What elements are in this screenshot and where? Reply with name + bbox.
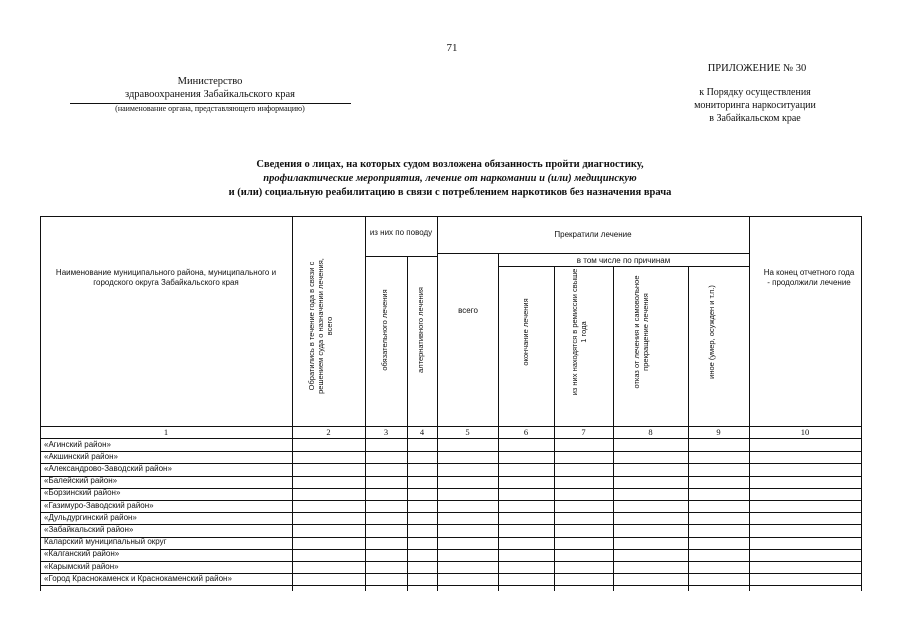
document-title (150, 158, 750, 200)
col-number: 6 (523, 427, 529, 437)
header-mandatory-column: обязательного лечения (380, 289, 389, 371)
table-row-label: «Балейский район» (44, 476, 118, 486)
col-number: 10 (800, 427, 810, 437)
header-total-column: всего (458, 306, 478, 315)
table-row-line (40, 585, 862, 586)
group-them-underline (365, 256, 437, 257)
table-row-line (40, 524, 862, 525)
table-row-line (40, 476, 862, 477)
col-number: 9 (716, 427, 721, 437)
header-refusal-column: отказ от лечения и самовольное прекращение лечения (632, 275, 650, 389)
table-row-line (40, 488, 862, 489)
header-remission-column: из них находятся в ремиссии свыше 1 года (570, 268, 588, 396)
vline-10 (861, 216, 862, 591)
table-row-label: «Забайкальский район» (44, 524, 134, 534)
org-caption: (наименование органа, представляющего информацию) (115, 104, 305, 113)
table-row-label: «Александрово-Заводский район» (44, 463, 172, 473)
col-number: 4 (419, 427, 425, 437)
table-row-label: «Калганский район» (44, 549, 120, 559)
title-line2: профилактические мероприятия, лечение от наркомании и (или) медицинскую (263, 173, 637, 184)
vline-1 (292, 216, 293, 591)
table-row-label: «Агинский район» (44, 439, 111, 449)
vline-4 (437, 216, 438, 591)
org-name-line2: здравоохранения Забайкальского края (125, 89, 295, 100)
appendix-title: ПРИЛОЖЕНИЕ № 30 (707, 63, 807, 74)
appendix-subtitle (655, 86, 855, 125)
header-continued-column: На конец отчетного года - продолжили лечение (763, 268, 855, 287)
page-number: 71 (446, 42, 458, 54)
vline-5 (498, 253, 499, 591)
number-row-line (40, 438, 862, 439)
header-name-column: Наименование муниципального района, муниципального и городского округа Забайкальского края (55, 268, 277, 287)
header-alternative-column: алтернативного лечения (416, 287, 425, 373)
title-line3: и (или) социальную реабилитацию в связи с потреблением наркотиков без назначения врача (228, 187, 672, 198)
org-name-line1: Министерство (177, 76, 243, 87)
table-row-label: «Газимуро-Заводский район» (44, 500, 154, 510)
col-number: 8 (648, 427, 653, 437)
table-row-label: «Карымский район» (44, 561, 119, 571)
header-other-column: иное (умер, осужден и т.п.) (707, 285, 716, 379)
header-of-them-group: из них по поводу (369, 228, 433, 237)
vline-0 (40, 216, 41, 591)
col-number: 5 (465, 427, 470, 437)
header-applied-column: Обратились в течение года в связи с решением суда о назначении лечения, всего (307, 258, 334, 394)
table-row-label: Каларский муниципальный округ (44, 537, 167, 547)
table-row-label: «Борзинский район» (44, 488, 121, 498)
appendix-line2: мониторинга наркоситуации (694, 100, 816, 111)
col-number: 1 (163, 427, 169, 437)
group-stopped-underline (437, 253, 749, 254)
table-row-label: «Акшинский район» (44, 451, 118, 461)
table-row-label: «Дульдургинский район» (44, 512, 137, 522)
table-row-line (40, 561, 862, 562)
title-line1: Сведения о лицах, на которых судом возложена обязанность пройти диагностику, (256, 159, 644, 170)
table-row-line (40, 451, 862, 452)
vline-2 (365, 216, 366, 591)
table-row-line (40, 549, 862, 550)
vline-3 (407, 256, 408, 591)
col-number: 3 (383, 427, 389, 437)
report-table (40, 216, 862, 591)
organization-name (70, 75, 350, 101)
appendix-line1: к Порядку осуществления (699, 87, 811, 98)
vline-9 (749, 216, 750, 591)
table-row-label: «Город Краснокаменск и Краснокаменский район» (44, 573, 232, 583)
col-number: 2 (326, 427, 331, 437)
header-completed-column: окончание лечения (521, 298, 530, 366)
col-number: 7 (581, 427, 586, 437)
header-reasons-group: в том числе по причинам (576, 256, 671, 265)
appendix-line3: в Забайкальском крае (709, 113, 801, 124)
table-top-border (40, 216, 862, 217)
table-row-line (40, 500, 862, 501)
table-row-line (40, 512, 862, 513)
header-stopped-group: Прекратили лечение (554, 230, 632, 239)
